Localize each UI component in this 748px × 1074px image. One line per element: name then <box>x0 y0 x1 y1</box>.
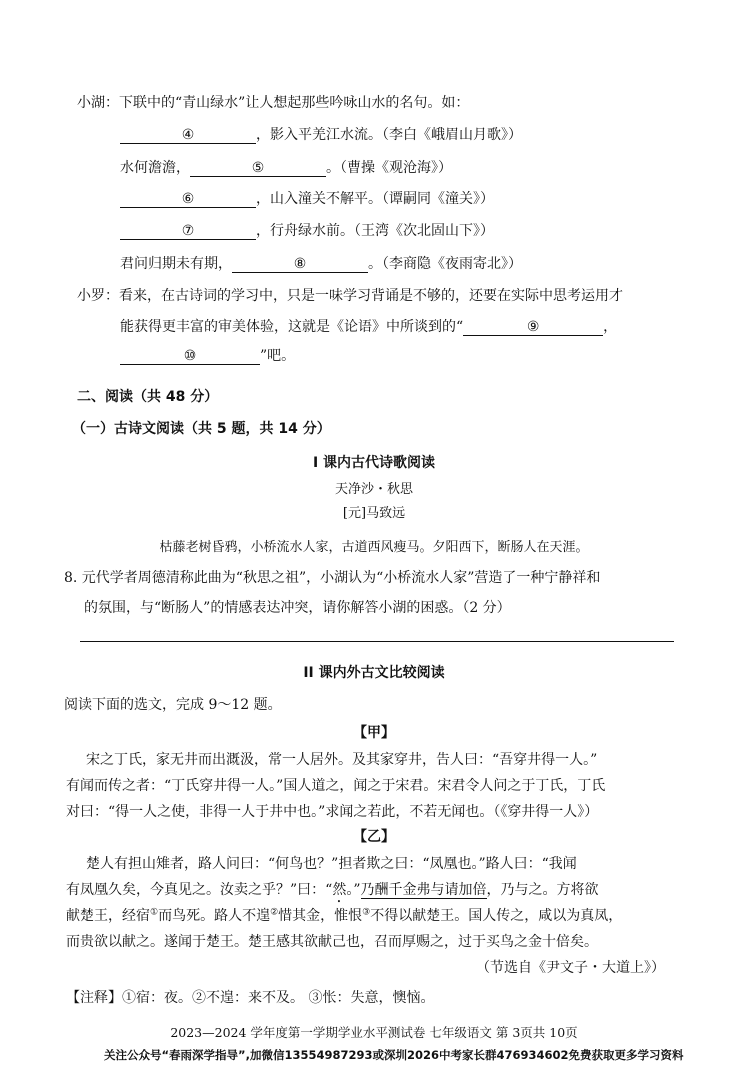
footnote-marker: ① <box>150 907 159 918</box>
footer-ad: 关注公众号“春雨深学指导”,加微信13554987293或深圳2026中考家长群476934602免费获取更多学习资料 <box>104 1048 684 1062</box>
poem-line-7 <box>120 220 494 240</box>
xiaoluo-text: ”吧。 <box>260 348 296 364</box>
xiaohu-text: 下联中的“青山绿水”让人想起那些吟咏山水的名句。如： <box>119 95 470 111</box>
poem-line-5 <box>120 157 452 177</box>
passage-yi-line: 楚人有担山雉者，路人问曰：“何鸟也？”担者欺之曰：“凤凰也。”路人曰：“我闻 <box>86 856 577 872</box>
text-run: 。” <box>346 882 361 898</box>
blank-number: ⑤ <box>251 160 265 176</box>
blank-number: ⑦ <box>181 223 195 239</box>
poem-line-4 <box>120 124 522 144</box>
text-run: 惜其金，惟恨 <box>278 908 363 924</box>
text-run: ，乃与之。方将欲 <box>486 882 599 898</box>
passage-yi-label: 【乙】 <box>353 829 395 845</box>
page-footer: 2023—2024 学年度第一学期学业水平测试卷 七年级语文 第 3页共 10页 <box>170 1025 578 1040</box>
poem-line-text: 水何澹澹， <box>120 160 190 176</box>
answer-blank-7[interactable] <box>120 223 256 240</box>
answer-blank-6[interactable] <box>120 191 256 208</box>
answer-line[interactable] <box>80 641 674 642</box>
reading-intro: 阅读下面的选文，完成 9～12 题。 <box>64 697 282 713</box>
question-8-line-2: 的氛围，与“断肠人”的情感表达冲突，请你解答小湖的困惑。（2 分） <box>84 600 511 616</box>
poem-title: 天净沙・秋思 <box>334 482 413 497</box>
blank-number: ⑧ <box>293 256 307 272</box>
speaker-xiaohu: 小湖： <box>77 95 119 111</box>
blank-number: ⑥ <box>181 191 195 207</box>
part-title-2: II 课内外古文比较阅读 <box>303 665 445 681</box>
xiaohu-line <box>77 92 469 112</box>
text-run: 有凤凰久矣，今真见之。汝卖之乎？”曰：“ <box>66 882 333 898</box>
underlined-sentence: 乃酬千金弗与请加倍 <box>360 882 487 898</box>
annotations: 【注释】①宿：夜。②不遑：来不及。 ③怅：失意，懊恼。 <box>66 990 435 1006</box>
answer-blank-10[interactable] <box>120 348 260 365</box>
footnote-marker: ③ <box>362 907 371 918</box>
poem-line-text: ，行舟绿水前。（王湾《次北固山下》） <box>256 223 494 239</box>
poem-line-text: 。（李商隐《夜雨寄北》） <box>368 256 522 272</box>
poem-line-text: 君问归期未有期， <box>120 256 232 272</box>
poem-line-text: 。（曹操《观沧海》） <box>326 160 452 176</box>
answer-blank-4[interactable] <box>120 127 256 144</box>
passage-yi-line <box>66 905 622 925</box>
answer-blank-5[interactable] <box>190 160 326 177</box>
xiaoluo-text: ， <box>603 319 618 335</box>
poem-line-text: ，山入潼关不解平。（谭嗣同《潼关》） <box>256 191 494 207</box>
section-title: 二、阅读（共 48 分） <box>77 389 219 405</box>
xiaoluo-line-2 <box>120 316 617 336</box>
xiaoluo-text: 能获得更丰富的审美体验，这就是《论语》中所谈到的“ <box>120 319 464 335</box>
blank-number: ⑩ <box>183 348 197 364</box>
poem-line-8 <box>120 253 522 273</box>
poem-author: [元]马致远 <box>342 506 406 521</box>
part-title-1: I 课内古代诗歌阅读 <box>312 455 436 471</box>
poem-text: 枯藤老树昏鸦，小桥流水人家，古道西风瘦马。夕阳西下，断肠人在天涯。 <box>159 540 589 555</box>
passage-yi-line: 而贵欲以献之。遂闻于楚王。楚王感其欲献己也，召而厚赐之，过于买鸟之金十倍矣。 <box>66 934 598 950</box>
xiaoluo-line-3 <box>120 345 295 365</box>
xiaoluo-line-1 <box>77 285 623 305</box>
passage-yi-line <box>66 879 599 906</box>
answer-blank-8[interactable] <box>232 256 368 273</box>
text-run: 而鸟死。路人不遑 <box>158 908 271 924</box>
poem-line-text: ，影入平羌江水流。（李白《峨眉山月歌》） <box>256 127 522 143</box>
text-run: 不得以献楚王。国人传之，咸以为真凤， <box>370 908 623 924</box>
blank-number: ⑨ <box>526 319 540 335</box>
question-8-line-1: 8. 元代学者周德清称此曲为“秋思之祖”，小湖认为“小桥流水人家”营造了一种宁静祥和 <box>64 570 601 586</box>
passage-jia-line: 对曰：“得一人之使，非得一人于井中也。”求闻之若此，不若无闻也。（《穿井得一人》） <box>66 804 599 820</box>
answer-blank-9[interactable] <box>463 319 603 336</box>
passage-jia-line: 宋之丁氏，家无井而出溉汲，常一人居外。及其家穿井，告人曰：“吾穿井得一人。” <box>86 752 598 768</box>
subsection-title: （一）古诗文阅读（共 5 题，共 14 分） <box>72 421 331 437</box>
speaker-xiaoluo: 小罗： <box>77 288 119 304</box>
passage-source: （节选自《尹文子・大道上》） <box>476 960 665 976</box>
footnote-marker: ② <box>270 907 279 918</box>
passage-jia-line: 有闻而传之者：“丁氏穿井得一人。”国人道之，闻之于宋君。宋君令人问之于丁氏，丁氏 <box>66 778 606 794</box>
xiaoluo-text: 看来，在古诗词的学习中，只是一味学习背诵是不够的，还要在实际中思考运用才 <box>119 288 623 304</box>
poem-line-6 <box>120 188 494 208</box>
passage-jia-label: 【甲】 <box>353 725 395 741</box>
emphasized-word: 然 <box>332 882 347 898</box>
blank-number: ④ <box>181 127 195 143</box>
text-run: 献楚王，经宿 <box>66 908 150 924</box>
